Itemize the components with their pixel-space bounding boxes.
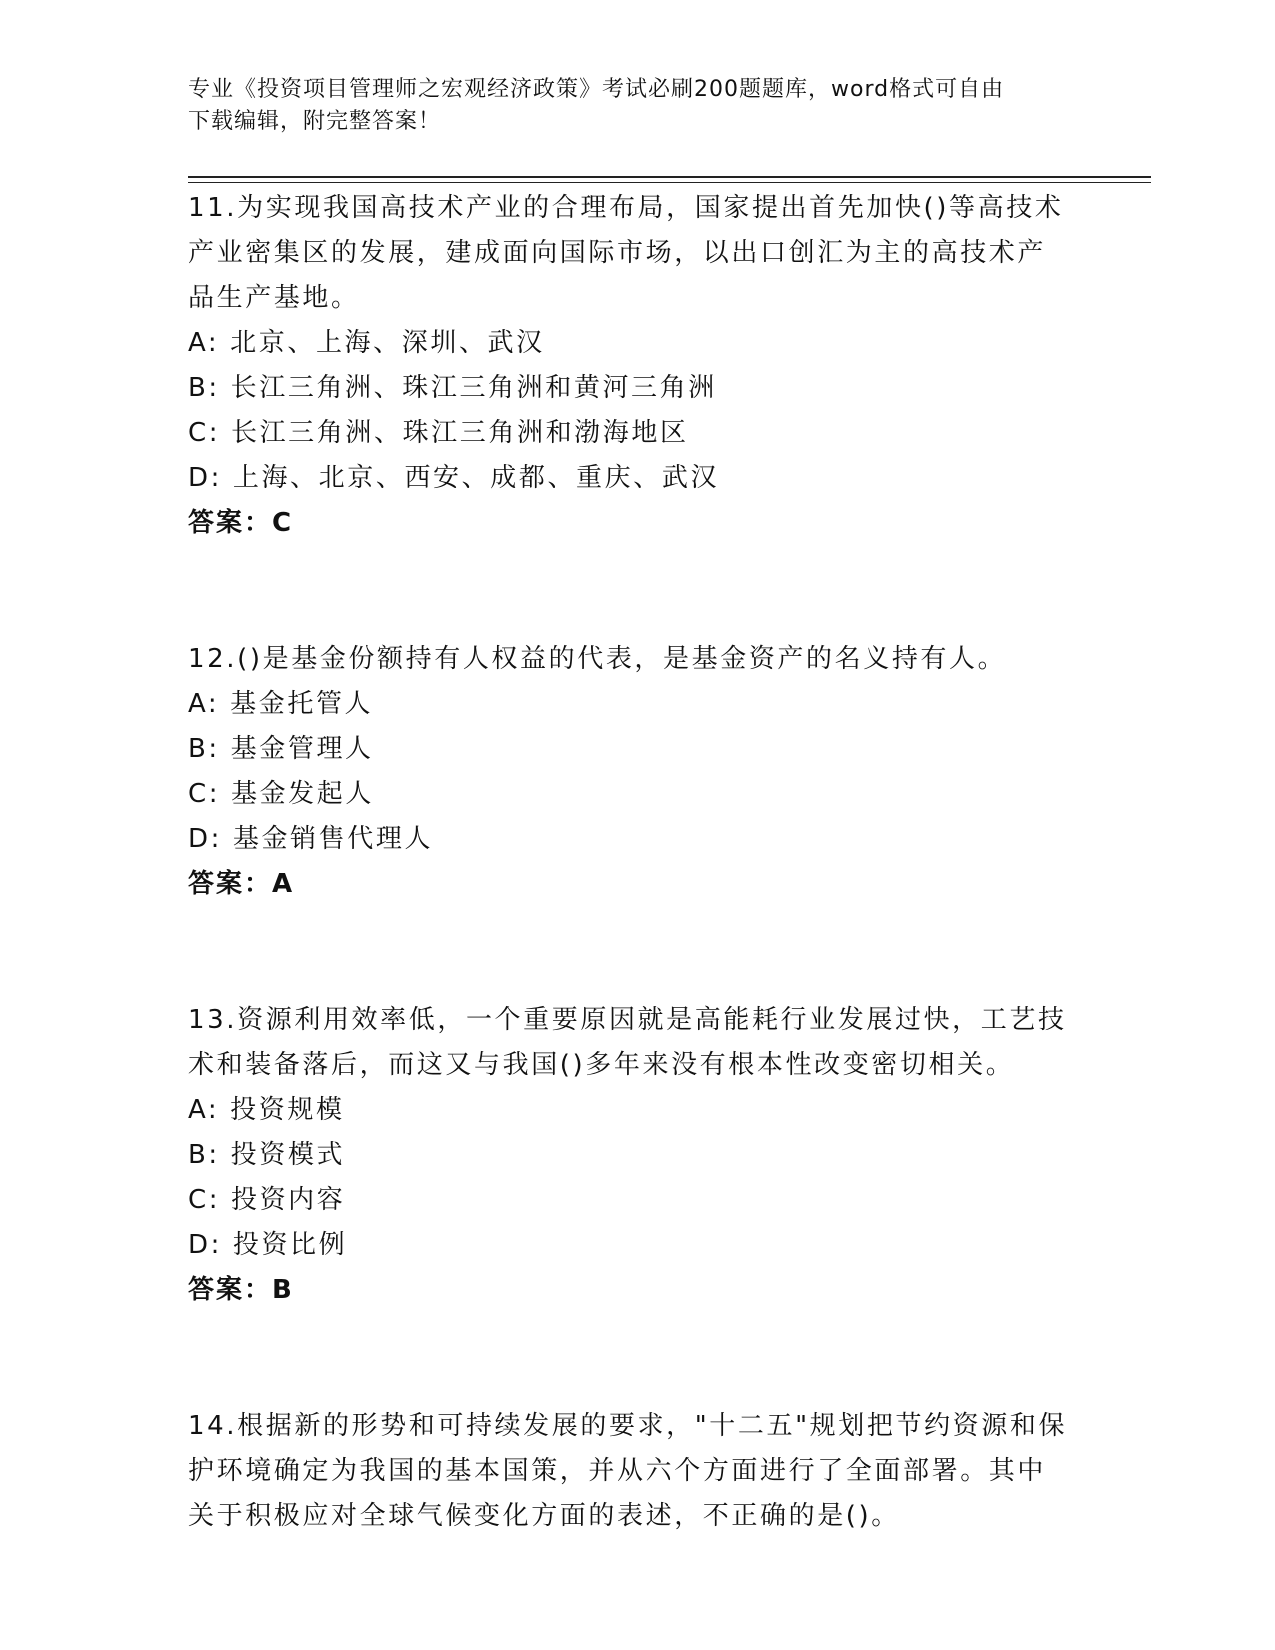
question-gap (188, 907, 1088, 998)
option-d: D: 基金销售代理人 (188, 824, 434, 854)
header-rule-thick (188, 176, 1151, 178)
option-d: D: 上海、北京、西安、成都、重庆、武汉 (188, 463, 720, 493)
question-stem-line: 13.资源利用效率低，一个重要原因就是高能耗行业发展过快，工艺技 (188, 1005, 1067, 1035)
option-c: C: 基金发起人 (188, 779, 374, 809)
answer-label: 答案：A (188, 869, 295, 899)
question-stem-line: 术和装备落后，而这又与我国()多年来没有根本性改变密切相关。 (188, 1050, 1015, 1080)
option-a: A: 基金托管人 (188, 689, 374, 719)
question-14 (188, 1404, 1088, 1539)
question-gap (188, 546, 1088, 637)
option-d: D: 投资比例 (188, 1230, 348, 1260)
option-c: C: 长江三角洲、珠江三角洲和渤海地区 (188, 418, 689, 448)
question-stem-line: 11.为实现我国高技术产业的合理布局，国家提出首先加快()等高技术 (188, 193, 1064, 223)
question-list (188, 186, 1088, 1539)
answer-label: 答案：C (188, 508, 294, 538)
option-b: B: 长江三角洲、珠江三角洲和黄河三角洲 (188, 373, 717, 403)
option-b: B: 基金管理人 (188, 734, 374, 764)
question-stem-line: 12.()是基金份额持有人权益的代表，是基金资产的名义持有人。 (188, 644, 1007, 674)
header-line-2: 下载编辑，附完整答案！ (188, 109, 442, 134)
option-c: C: 投资内容 (188, 1185, 346, 1215)
document-header (188, 74, 1088, 138)
question-stem-line: 品生产基地。 (188, 283, 360, 313)
option-b: B: 投资模式 (188, 1140, 346, 1170)
option-a: A: 北京、上海、深圳、武汉 (188, 328, 545, 358)
question-stem-line: 14.根据新的形势和可持续发展的要求，"十二五"规划把节约资源和保 (188, 1411, 1068, 1441)
question-11 (188, 186, 1088, 546)
question-stem-line: 产业密集区的发展，建成面向国际市场，以出口创汇为主的高技术产 (188, 238, 1047, 268)
question-stem-line: 关于积极应对全球气候变化方面的表述，不正确的是()。 (188, 1501, 900, 1531)
question-12 (188, 637, 1088, 907)
header-line-1: 专业《投资项目管理师之宏观经济政策》考试必刷200题题库，word格式可自由 (188, 77, 1005, 102)
question-gap (188, 1313, 1088, 1404)
question-13 (188, 998, 1088, 1313)
header-rule-thin (188, 182, 1151, 183)
question-stem-line: 护环境确定为我国的基本国策，并从六个方面进行了全面部署。其中 (188, 1456, 1047, 1486)
option-a: A: 投资规模 (188, 1095, 345, 1125)
answer-label: 答案：B (188, 1275, 294, 1305)
